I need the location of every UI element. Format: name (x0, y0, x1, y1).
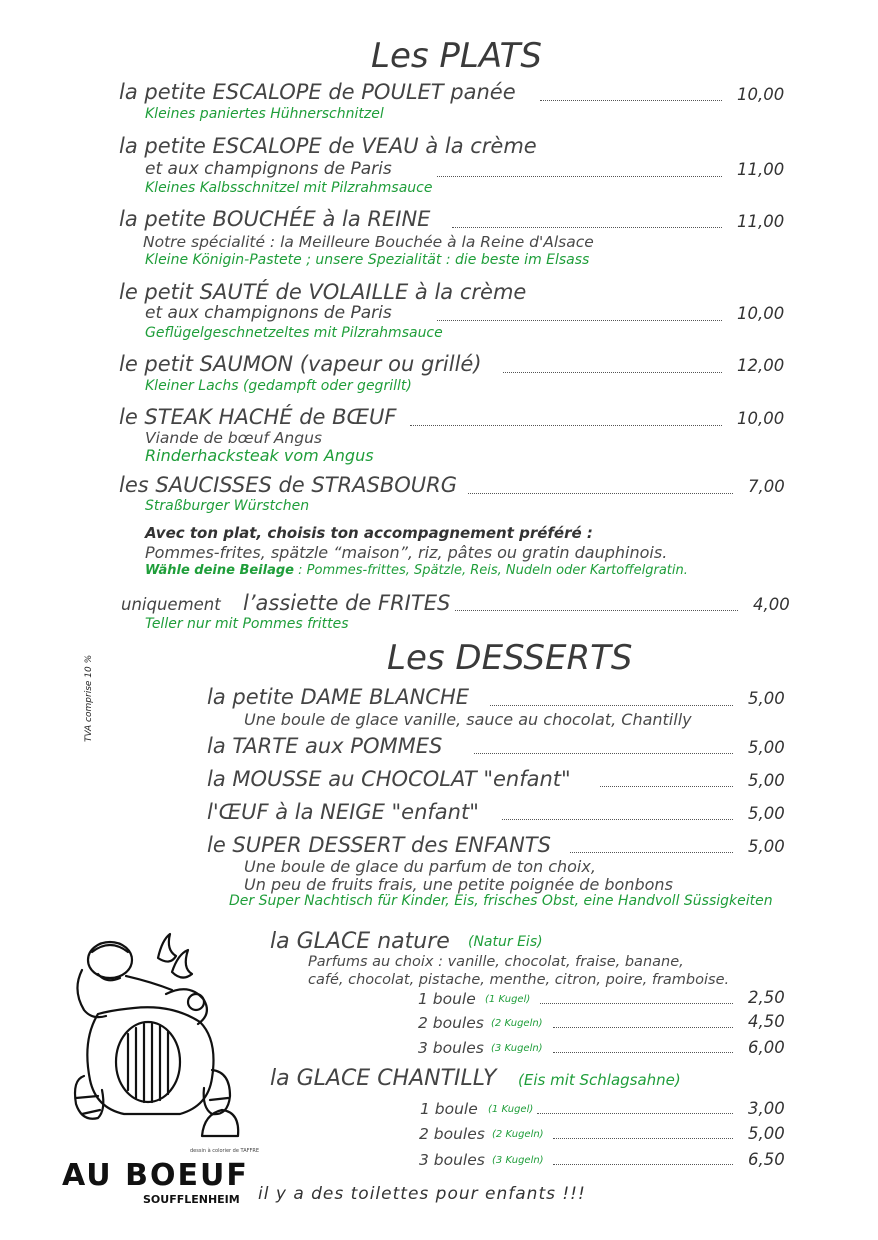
scoop-price: 2,50 (748, 988, 785, 1007)
dish-translation: Kleines Kalbsschnitzel mit Pilzrahmsauce (145, 180, 433, 196)
dish-translation: Kleine Königin-Pastete ; unsere Spezialität : die beste im Elsass (145, 252, 590, 268)
dish-price: 10,00 (737, 85, 785, 104)
section-title-plats: Les PLATS (371, 36, 542, 76)
scoop-size: 1 boule (420, 1100, 478, 1118)
dish-name-line2: et aux champignons de Paris (145, 303, 392, 323)
tva-note: TVA comprise 10 % (84, 654, 94, 742)
dish-name: l’assiette de FRITES (243, 591, 451, 615)
glace-nature-title: la GLACE nature (270, 929, 450, 954)
dish-description: Notre spécialité : la Meilleure Bouchée à la Reine d'Alsace (143, 233, 594, 251)
dish-translation: Geflügelgeschnetzeltes mit Pilzrahmsauce (145, 325, 443, 341)
dish-price: 10,00 (737, 304, 785, 323)
dessert-description: Une boule de glace vanille, sauce au chocolat, Chantilly (244, 710, 692, 729)
scoop-size-translation: (1 Kugel) (488, 1104, 534, 1115)
dessert-price: 5,00 (748, 738, 785, 757)
dish-translation: Teller nur mit Pommes frittes (145, 616, 349, 632)
footer-note: il y a des toilettes pour enfants !!! (258, 1184, 586, 1204)
dessert-price: 5,00 (748, 771, 785, 790)
dish-name: la petite BOUCHÉE à la REINE (119, 207, 431, 231)
accompaniment-title: Avec ton plat, choisis ton accompagnement préféré : (145, 524, 593, 542)
leader-dots (553, 1164, 733, 1165)
dessert-name: le SUPER DESSERT des ENFANTS (207, 833, 551, 857)
accompaniment-translation-bold: Wähle deine Beilage (145, 563, 294, 578)
dish-name: la petite ESCALOPE de POULET panée (119, 80, 516, 104)
dish-price: 10,00 (737, 409, 785, 428)
leader-dots (410, 425, 722, 426)
scoop-size-translation: (2 Kugeln) (492, 1129, 544, 1140)
section-title-desserts: Les DESSERTS (387, 638, 633, 678)
scoop-size: 3 boules (418, 1039, 484, 1057)
frites-prefix: uniquement (121, 595, 221, 614)
dessert-name: l'ŒUF à la NEIGE "enfant" (207, 800, 479, 824)
leader-dots (503, 372, 722, 373)
scoop-price: 5,00 (748, 1124, 785, 1143)
leader-dots (553, 1138, 733, 1139)
dish-description: Viande de bœuf Angus (145, 429, 322, 447)
leader-dots (455, 610, 738, 611)
dessert-name: la MOUSSE au CHOCOLAT "enfant" (207, 767, 571, 791)
dish-translation: Kleiner Lachs (gedampft oder gegrillt) (145, 378, 412, 394)
dish-name: le petit SAUMON (vapeur ou grillé) (119, 352, 482, 376)
dish-name: la petite ESCALOPE de VEAU à la crème (119, 134, 537, 158)
dessert-price: 5,00 (748, 804, 785, 823)
leader-dots (490, 705, 733, 706)
leader-dots (474, 753, 733, 754)
scoop-price: 6,50 (748, 1150, 785, 1169)
leader-dots (468, 493, 733, 494)
dish-price: 12,00 (737, 356, 785, 375)
scoop-size-translation: (3 Kugeln) (491, 1043, 543, 1054)
dish-translation: Straßburger Würstchen (145, 498, 310, 514)
leader-dots (540, 1003, 733, 1004)
scoop-size: 2 boules (418, 1014, 484, 1032)
dessert-price: 5,00 (748, 837, 785, 856)
dish-name-line2: et aux champignons de Paris (145, 159, 392, 179)
dessert-translation: Der Super Nachtisch für Kinder, Eis, frisches Obst, eine Handvoll Süssigkeiten (229, 893, 773, 909)
restaurant-city: SOUFFLENHEIM (143, 1193, 240, 1206)
dish-name: les SAUCISSES de STRASBOURG (119, 473, 458, 497)
glace-nature-translation: (Natur Eis) (468, 934, 543, 950)
scoop-size-translation: (2 Kugeln) (491, 1018, 543, 1029)
scoop-size: 3 boules (419, 1151, 485, 1169)
dish-translation: Kleines paniertes Hühnerschnitzel (145, 106, 384, 122)
dessert-description: Une boule de glace du parfum de ton choix, (244, 857, 596, 876)
dessert-description-line2: Un peu de fruits frais, une petite poignée de bonbons (244, 875, 673, 894)
leader-dots (553, 1052, 733, 1053)
scoop-size-translation: (1 Kugel) (485, 994, 531, 1005)
scoop-price: 6,00 (748, 1038, 785, 1057)
glace-chantilly-title: la GLACE CHANTILLY (270, 1066, 497, 1091)
dish-name: le petit SAUTÉ de VOLAILLE à la crème (119, 280, 527, 304)
leader-dots (537, 1113, 733, 1114)
accompaniment-translation (145, 563, 688, 578)
dessert-price: 5,00 (748, 689, 785, 708)
leader-dots (452, 227, 722, 228)
scoop-price: 3,00 (748, 1099, 785, 1118)
leader-dots (437, 176, 722, 177)
dish-translation: Rinderhacksteak vom Angus (145, 446, 374, 465)
illustration-credit: dessin à colorier de TAFFRE (190, 1148, 259, 1154)
leader-dots (540, 100, 722, 101)
restaurant-logo-name: AU BOEUF (62, 1158, 249, 1193)
flavours-line-1: Parfums au choix : vanille, chocolat, fraise, banane, (308, 954, 684, 970)
leader-dots (570, 852, 733, 853)
dish-price: 11,00 (737, 160, 785, 179)
glace-chantilly-translation: (Eis mit Schlagsahne) (518, 1071, 681, 1089)
accompaniment-translation-rest: : Pommes-frittes, Spätzle, Reis, Nudeln oder Kartoffelgratin. (294, 563, 688, 578)
scoop-price: 4,50 (748, 1012, 785, 1031)
dish-price: 7,00 (748, 477, 785, 496)
dish-price: 11,00 (737, 212, 785, 231)
flavours-line-2: café, chocolat, pistache, menthe, citron, poire, framboise. (308, 972, 730, 988)
car-chef-illustration (62, 930, 252, 1160)
dessert-name: la TARTE aux POMMES (207, 734, 443, 758)
dish-price: 4,00 (753, 595, 790, 614)
scoop-size: 2 boules (419, 1125, 485, 1143)
scoop-size: 1 boule (418, 990, 476, 1008)
dish-name: le STEAK HACHÉ de BŒUF (119, 405, 397, 429)
leader-dots (437, 320, 722, 321)
leader-dots (502, 819, 733, 820)
scoop-size-translation: (3 Kugeln) (492, 1155, 544, 1166)
leader-dots (600, 786, 733, 787)
dessert-name: la petite DAME BLANCHE (207, 685, 470, 709)
leader-dots (553, 1027, 733, 1028)
accompaniment-list: Pommes-frites, spätzle “maison”, riz, pâtes ou gratin dauphinois. (145, 543, 668, 562)
